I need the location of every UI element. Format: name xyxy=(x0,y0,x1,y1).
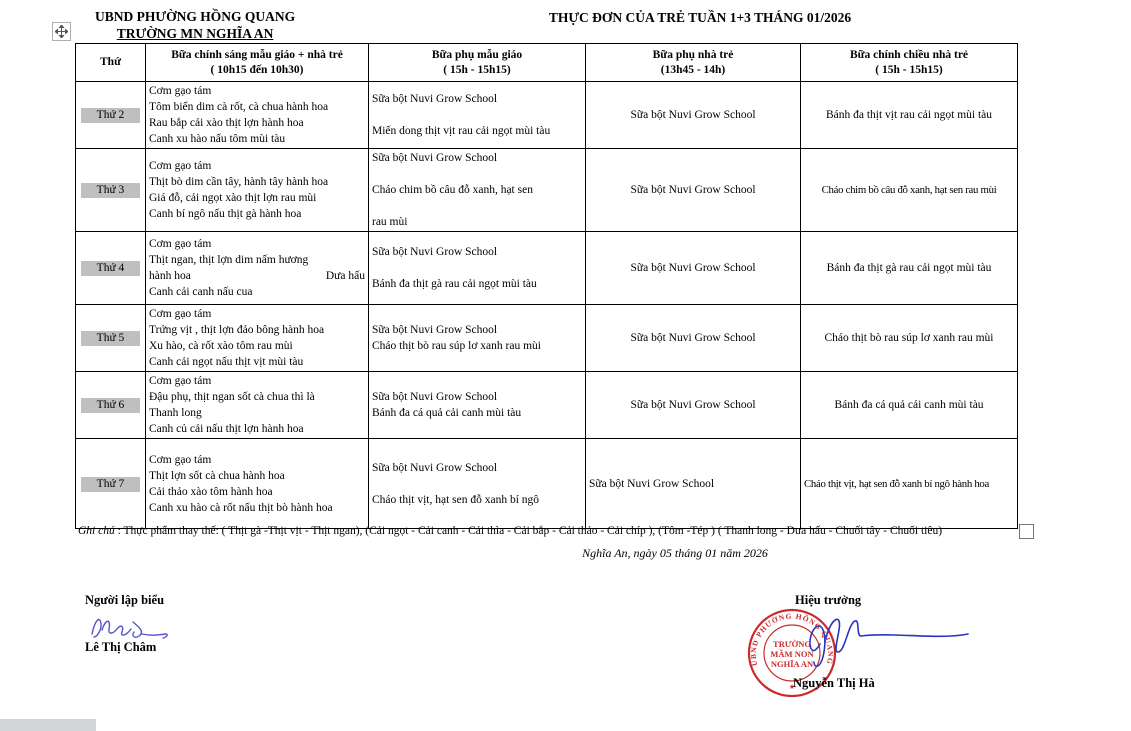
page-title: THỰC ĐƠN CỦA TRẺ TUẦN 1+3 THÁNG 01/2026 xyxy=(548,10,852,25)
day-cell xyxy=(76,149,146,232)
note-text: : Thực phẩm thay thế: ( Thịt gà -Thịt vịt - Thịt ngan), (Cải ngọt - Cải canh - Cải thìa - Cải bắp - Cải thảo - Cải chíp ), (Tôm -Tép ) ( Thanh long - Dưa hấu - Chuối tây - Chuối tiêu) xyxy=(114,525,943,537)
table-row xyxy=(76,439,1018,529)
cell-main-morning: Cơm gạo tám Trứng vịt , thịt lợn đảo bông hành hoa Xu hào, cà rốt xào tôm rau mùi Canh cải ngọt nấu thịt vịt mùi tàu xyxy=(146,305,369,372)
cell-main-morning: Cơm gạo tám Thịt lợn sốt cà chua hành hoa Cải thảo xào tôm hành hoa Canh xu hào cà rốt nấu thịt bò hành hoa xyxy=(146,439,369,529)
preparer-signature-ink xyxy=(87,610,177,640)
principal-name: Nguyễn Thị Hà xyxy=(793,676,875,690)
table-row xyxy=(76,372,1018,439)
table-row xyxy=(76,82,1018,149)
fruit-note: Dưa hấu xyxy=(325,270,365,282)
org-header xyxy=(95,8,295,42)
stamp-star: ★ xyxy=(788,683,796,691)
day-label: Thứ 2 xyxy=(81,108,140,123)
cell-main-afternoon: Cháo chim bồ câu đỗ xanh, hạt sen rau mùi xyxy=(801,149,1018,232)
day-label: Thứ 4 xyxy=(81,261,140,276)
cell-side-nursery: Sữa bột Nuvi Grow School xyxy=(586,82,801,149)
stamp-ring-text: UBND PHƯỜNG HỒNG QUANG xyxy=(748,611,836,667)
cell-side-nursery: Sữa bột Nuvi Grow School xyxy=(586,149,801,232)
day-label: Thứ 3 xyxy=(81,183,140,198)
preparer-name: Lê Thị Châm xyxy=(85,640,157,654)
day-cell xyxy=(76,82,146,149)
org-name-line1: UBND PHƯỜNG HỒNG QUANG xyxy=(95,9,296,24)
preparer-signature-block xyxy=(85,593,177,655)
note-label: Ghi chú xyxy=(78,525,115,537)
cell-side-kindergarten: Sữa bột Nuvi Grow School Bánh đa cá quả cải canh mùi tàu xyxy=(369,372,586,439)
cell-side-nursery: Sữa bột Nuvi Grow School xyxy=(586,232,801,305)
day-label: Thứ 5 xyxy=(81,331,140,346)
principal-title: Hiệu trưởng xyxy=(795,593,862,607)
table-row xyxy=(76,149,1018,232)
cell-main-morning: Cơm gạo tám Thịt bò dim cần tây, hành tây hành hoa Giá đỗ, cải ngọt xào thịt lợn rau mùi Canh bí ngô nấu thịt gà hành hoa xyxy=(146,149,369,232)
col-header-main-afternoon: Bữa chính chiều nhà trẻ ( 15h - 15h15) xyxy=(801,44,1018,82)
cell-side-kindergarten: Sữa bột Nuvi Grow School Cháo chim bồ câu đỗ xanh, hạt sen rau mùi xyxy=(369,149,586,232)
window-bottom-strip xyxy=(0,719,96,731)
cell-main-morning: Cơm gạo tám Đậu phụ, thịt ngan sốt cà chua thì là Thanh long Canh củ cải nấu thịt lợn hành hoa xyxy=(146,372,369,439)
cell-side-kindergarten: Sữa bột Nuvi Grow School Cháo thịt bò rau súp lơ xanh rau mùi xyxy=(369,305,586,372)
stamp-line1: TRƯỜNG xyxy=(773,639,811,649)
note-line xyxy=(78,525,942,537)
cell-main-afternoon: Cháo thịt bò rau súp lơ xanh rau mùi xyxy=(801,305,1018,372)
cell-main-afternoon: Bánh đa cá quả cải canh mùi tàu xyxy=(801,372,1018,439)
cell-side-nursery: Sữa bột Nuvi Grow School xyxy=(586,305,801,372)
col-header-side-nursery: Bữa phụ nhà trẻ (13h45 - 14h) xyxy=(586,44,801,82)
day-cell xyxy=(76,372,146,439)
cell-side-nursery: Sữa bột Nuvi Grow School xyxy=(586,372,801,439)
preparer-title: Người lập biểu xyxy=(85,593,165,607)
table-header-row xyxy=(76,44,1018,82)
signature-flourish xyxy=(798,606,978,678)
table-resize-handle[interactable] xyxy=(1019,524,1034,539)
day-label: Thứ 7 xyxy=(81,477,140,492)
cell-side-nursery: Sữa bột Nuvi Grow School xyxy=(586,439,801,529)
day-cell xyxy=(76,305,146,372)
col-header-day: Thứ xyxy=(76,44,146,82)
table-row xyxy=(76,305,1018,372)
col-header-side-kindergarten: Bữa phụ mẫu giáo ( 15h - 15h15) xyxy=(369,44,586,82)
date-line: Nghĩa An, ngày 05 tháng 01 năm 2026 xyxy=(582,546,768,560)
cell-main-afternoon: Bánh đa thịt gà rau cải ngọt mùi tàu xyxy=(801,232,1018,305)
day-cell xyxy=(76,232,146,305)
stamp-line2: MẦM NON xyxy=(770,649,814,659)
move-cross-icon xyxy=(55,25,68,38)
col-header-main-morning: Bữa chính sáng mẫu giáo + nhà trẻ ( 10h15 đến 10h30) xyxy=(146,44,369,82)
cell-side-kindergarten: Sữa bột Nuvi Grow School Cháo thịt vịt, hạt sen đỗ xanh bí ngô xyxy=(369,439,586,529)
cell-main-morning: Cơm gạo tám Thịt ngan, thịt lợn dim nấm hương hành hoa Canh cải canh nấu cua Dưa hấu xyxy=(146,232,369,305)
cell-main-morning: Cơm gạo tám Tôm biển dim cà rốt, cà chua hành hoa Rau bắp cải xào thịt lợn hành hoa Canh xu hào nấu tôm mùi tàu xyxy=(146,82,369,149)
stamp-line3: NGHĨA AN xyxy=(770,659,814,669)
table-move-handle-icon[interactable] xyxy=(52,22,71,41)
cell-main-afternoon: Cháo thịt vịt, hạt sen đỗ xanh bí ngô hành hoa xyxy=(801,439,1018,529)
cell-side-kindergarten: Sữa bột Nuvi Grow School Miến dong thịt vịt rau cải ngọt mùi tàu xyxy=(369,82,586,149)
day-cell xyxy=(76,439,146,529)
principal-signature-ink xyxy=(798,606,978,683)
cell-main-afternoon: Bánh đa thịt vịt rau cải ngọt mùi tàu xyxy=(801,82,1018,149)
cell-side-kindergarten: Sữa bột Nuvi Grow School Bánh đa thịt gà rau cải ngọt mùi tàu xyxy=(369,232,586,305)
table-row xyxy=(76,232,1018,305)
menu-table xyxy=(75,43,1018,529)
day-label: Thứ 6 xyxy=(81,398,140,413)
org-name-line2: TRƯỜNG MN NGHĨA AN xyxy=(116,26,274,41)
